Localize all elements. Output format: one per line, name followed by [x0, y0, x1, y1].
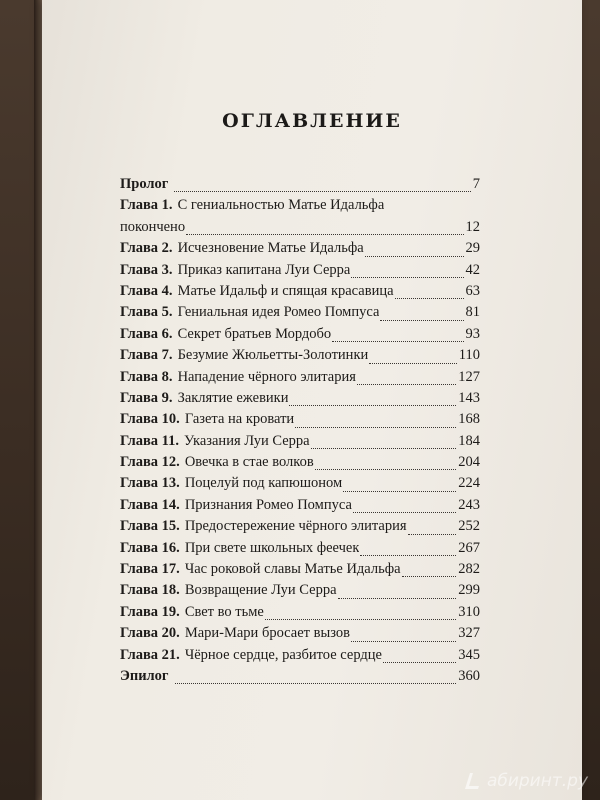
- page-number: 110: [458, 347, 480, 364]
- toc-entry: [120, 176, 480, 197]
- dot-leader: [174, 190, 470, 192]
- labirint-watermark: [461, 770, 588, 792]
- dot-leader: [402, 575, 457, 577]
- chapter-title: Нападение чёрного элитария: [177, 368, 356, 385]
- page-number: 168: [458, 411, 480, 428]
- dot-leader: [408, 533, 457, 535]
- page-number: 93: [465, 325, 480, 342]
- toc-entry: [120, 390, 480, 411]
- chapter-title: Безумие Жюльетты-Золотинки: [177, 347, 369, 364]
- dot-leader: [357, 383, 456, 385]
- dot-leader: [289, 404, 456, 406]
- toc-entry: [120, 668, 480, 689]
- page-number: 224: [458, 475, 480, 492]
- chapter-title: Исчезновение Матье Идальфа: [177, 240, 364, 257]
- chapter-label: Пролог: [120, 176, 169, 192]
- chapter-title: Свет во тьме: [184, 603, 264, 620]
- chapter-title: Поцелуй под капюшоном: [184, 475, 343, 492]
- toc-entry: [120, 518, 480, 539]
- toc-entry: [120, 647, 480, 668]
- dot-leader: [332, 340, 463, 342]
- dot-leader: [351, 276, 463, 278]
- dot-leader: [351, 640, 456, 642]
- chapter-label: Глава 17.: [120, 561, 180, 578]
- page-number: 360: [458, 667, 480, 684]
- page-number: 12: [465, 218, 480, 235]
- dot-leader: [383, 661, 456, 663]
- chapter-label: Глава 21.: [120, 646, 180, 663]
- chapter-label: Глава 15.: [120, 518, 180, 535]
- chapter-label: Глава 7.: [120, 347, 173, 364]
- page-title: ОГЛАВЛЕНИЕ: [222, 110, 402, 132]
- chapter-label: Глава 20.: [120, 625, 180, 642]
- chapter-title: Секрет братьев Мордобо: [177, 325, 332, 342]
- chapter-title: Указания Луи Серра: [184, 432, 310, 449]
- chapter-label: Эпилог: [120, 667, 169, 684]
- toc-entry: [120, 454, 480, 475]
- chapter-label: Глава 12.: [120, 454, 180, 471]
- page-number: 29: [465, 240, 480, 257]
- page-number: 252: [458, 518, 480, 535]
- labirint-logo-icon: [461, 770, 483, 792]
- chapter-title: Овечка в стае волков: [184, 454, 314, 471]
- toc-entry-line: [120, 197, 480, 218]
- chapter-title-continued: покончено: [120, 218, 186, 235]
- toc-entry: [120, 411, 480, 432]
- dot-leader: [338, 597, 457, 599]
- dot-leader: [365, 255, 464, 257]
- chapter-title: Гениальная идея Ромео Помпуса: [177, 304, 380, 321]
- dot-leader: [353, 511, 456, 513]
- chapter-label: Глава 14.: [120, 496, 180, 513]
- toc-entry: [120, 240, 480, 261]
- dot-leader: [360, 554, 456, 556]
- dot-leader: [186, 233, 463, 235]
- toc-entry: [120, 304, 480, 325]
- dot-leader: [175, 682, 457, 684]
- page-number: 42: [465, 261, 480, 278]
- page-number: 127: [458, 368, 480, 385]
- toc-entry: [120, 497, 480, 518]
- chapter-label: Глава 13.: [120, 475, 180, 492]
- page-number: 345: [458, 646, 480, 663]
- chapter-title: С гениальностью Матье Идальфа: [177, 197, 385, 214]
- dot-leader: [265, 618, 456, 620]
- chapter-label: Глава 8.: [120, 368, 173, 385]
- page-number: 7: [472, 176, 480, 192]
- chapter-label: Глава 3.: [120, 261, 173, 278]
- chapter-label: Глава 11.: [120, 432, 180, 449]
- chapter-title: Газета на кровати: [184, 411, 295, 428]
- chapter-label: Глава 6.: [120, 325, 173, 342]
- table-of-contents: [120, 176, 480, 689]
- chapter-title: При свете школьных феечек: [184, 539, 360, 556]
- toc-entry: [120, 219, 480, 240]
- toc-entry: [120, 347, 480, 368]
- dot-leader: [369, 362, 457, 364]
- dot-leader: [395, 297, 464, 299]
- chapter-title: Матье Идальф и спящая красавица: [177, 282, 394, 299]
- chapter-label: Глава 18.: [120, 582, 180, 599]
- watermark-text: абиринт.ру: [486, 771, 588, 791]
- toc-entry: [120, 475, 480, 496]
- chapter-label: Глава 16.: [120, 539, 180, 556]
- chapter-title: Признания Ромео Помпуса: [184, 496, 352, 513]
- toc-entry: [120, 582, 480, 603]
- page-number: 243: [458, 496, 480, 513]
- chapter-label: Глава 4.: [120, 282, 173, 299]
- dot-leader: [343, 490, 456, 492]
- dot-leader: [315, 468, 457, 470]
- chapter-title: Возвращение Луи Серра: [184, 582, 337, 599]
- chapter-title: Чёрное сердце, разбитое сердце: [184, 646, 382, 663]
- chapter-title: Заклятие ежевики: [177, 389, 289, 406]
- page-number: 267: [458, 539, 480, 556]
- page-number: 204: [458, 454, 480, 471]
- dot-leader: [380, 319, 463, 321]
- toc-entry: [120, 369, 480, 390]
- dot-leader: [295, 426, 456, 428]
- chapter-label: Глава 10.: [120, 411, 180, 428]
- page-number: 299: [458, 582, 480, 599]
- chapter-title: Мари-Мари бросает вызов: [184, 625, 350, 642]
- toc-entry: [120, 604, 480, 625]
- chapter-label: Глава 5.: [120, 304, 173, 321]
- toc-entry: [120, 540, 480, 561]
- page-number: 282: [458, 561, 480, 578]
- dot-leader: [311, 447, 457, 449]
- toc-entry: [120, 625, 480, 646]
- page-number: 310: [458, 603, 480, 620]
- page-number: 81: [465, 304, 480, 321]
- page-number: 327: [458, 625, 480, 642]
- page-number: 63: [465, 282, 480, 299]
- toc-entry: [120, 561, 480, 582]
- toc-entry: [120, 283, 480, 304]
- toc-entry: [120, 326, 480, 347]
- chapter-label: Глава 19.: [120, 603, 180, 620]
- chapter-title: Предостережение чёрного элитария: [184, 518, 407, 535]
- chapter-title: Час роковой славы Матье Идальфа: [184, 561, 401, 578]
- page-number: 143: [458, 389, 480, 406]
- chapter-label: Глава 1.: [120, 197, 173, 214]
- chapter-label: Глава 9.: [120, 389, 173, 406]
- chapter-label: Глава 2.: [120, 240, 173, 257]
- chapter-title: Приказ капитана Луи Серра: [177, 261, 351, 278]
- page-number: 184: [458, 432, 480, 449]
- toc-entry: [120, 433, 480, 454]
- toc-entry: [120, 262, 480, 283]
